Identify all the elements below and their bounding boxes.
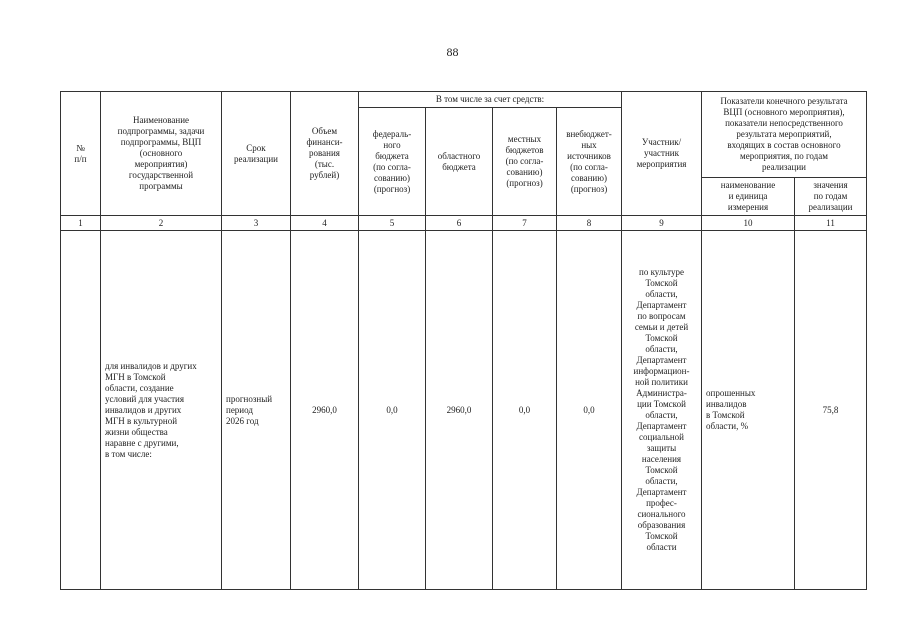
cell-regional: 2960,0 [426,231,493,590]
column-number: 6 [426,216,493,231]
column-number: 7 [493,216,557,231]
header-name: Наименование подпрограммы, задачи подпрограммы, ВЦП (основного мероприятия) государственной программы [101,92,222,216]
cell-num [61,231,101,590]
cell-federal: 0,0 [359,231,426,590]
header-local: местных бюджетов (по согла- сованию) (прогноз) [493,108,557,216]
program-table [60,91,867,590]
column-number: 9 [622,216,702,231]
header-volume: Объем финанси- рования (тыс. рублей) [291,92,359,216]
header-indicators-group: Показатели конечного результата ВЦП (основного мероприятия), показатели непосредственного результата мероприятий, входящих в состав основного мероприятия, по годам реализации [702,92,867,178]
column-number: 4 [291,216,359,231]
header-indicator-value: значения по годам реализации [795,178,867,216]
table-row [61,231,867,590]
cell-name: для инвалидов и других МГН в Томской области, создание условий для участия инвалидов и других МГН в культурной жизни общества наравне с другими, в том числе: [101,231,222,590]
cell-indicator-value: 75,8 [795,231,867,590]
column-number: 2 [101,216,222,231]
page-number: 88 [446,45,459,59]
column-numbers-row [61,216,867,231]
header-extrabudget: внебюджет- ных источников (по согла- сованию) (прогноз) [557,108,622,216]
cell-local: 0,0 [493,231,557,590]
header-indicator-name: наименование и единица измерения [702,178,795,216]
cell-volume: 2960,0 [291,231,359,590]
header-sources-group: В том числе за счет средств: [359,92,622,108]
header-participant: Участник/ участник мероприятия [622,92,702,216]
cell-indicator-name: опрошенных инвалидов в Томской области, % [702,231,795,590]
header-regional: областного бюджета [426,108,493,216]
header-federal: федераль- ного бюджета (по согла- сованию) (прогноз) [359,108,426,216]
header-period: Срок реализации [222,92,291,216]
cell-participant: по культуре Томской области, Департамент по вопросам семьи и детей Томской области, Департамент информацион- ной политики Администра- ции Томской области, Департамент социальной защиты населения Томской области, Департамент профес- сионального образования Томской области [622,231,702,590]
header-num: № п/п [61,92,101,216]
column-number: 8 [557,216,622,231]
column-number: 3 [222,216,291,231]
column-number: 11 [795,216,867,231]
column-number: 10 [702,216,795,231]
column-number: 5 [359,216,426,231]
cell-period: прогнозный период 2026 год [222,231,291,590]
column-number: 1 [61,216,101,231]
cell-extrabudget: 0,0 [557,231,622,590]
